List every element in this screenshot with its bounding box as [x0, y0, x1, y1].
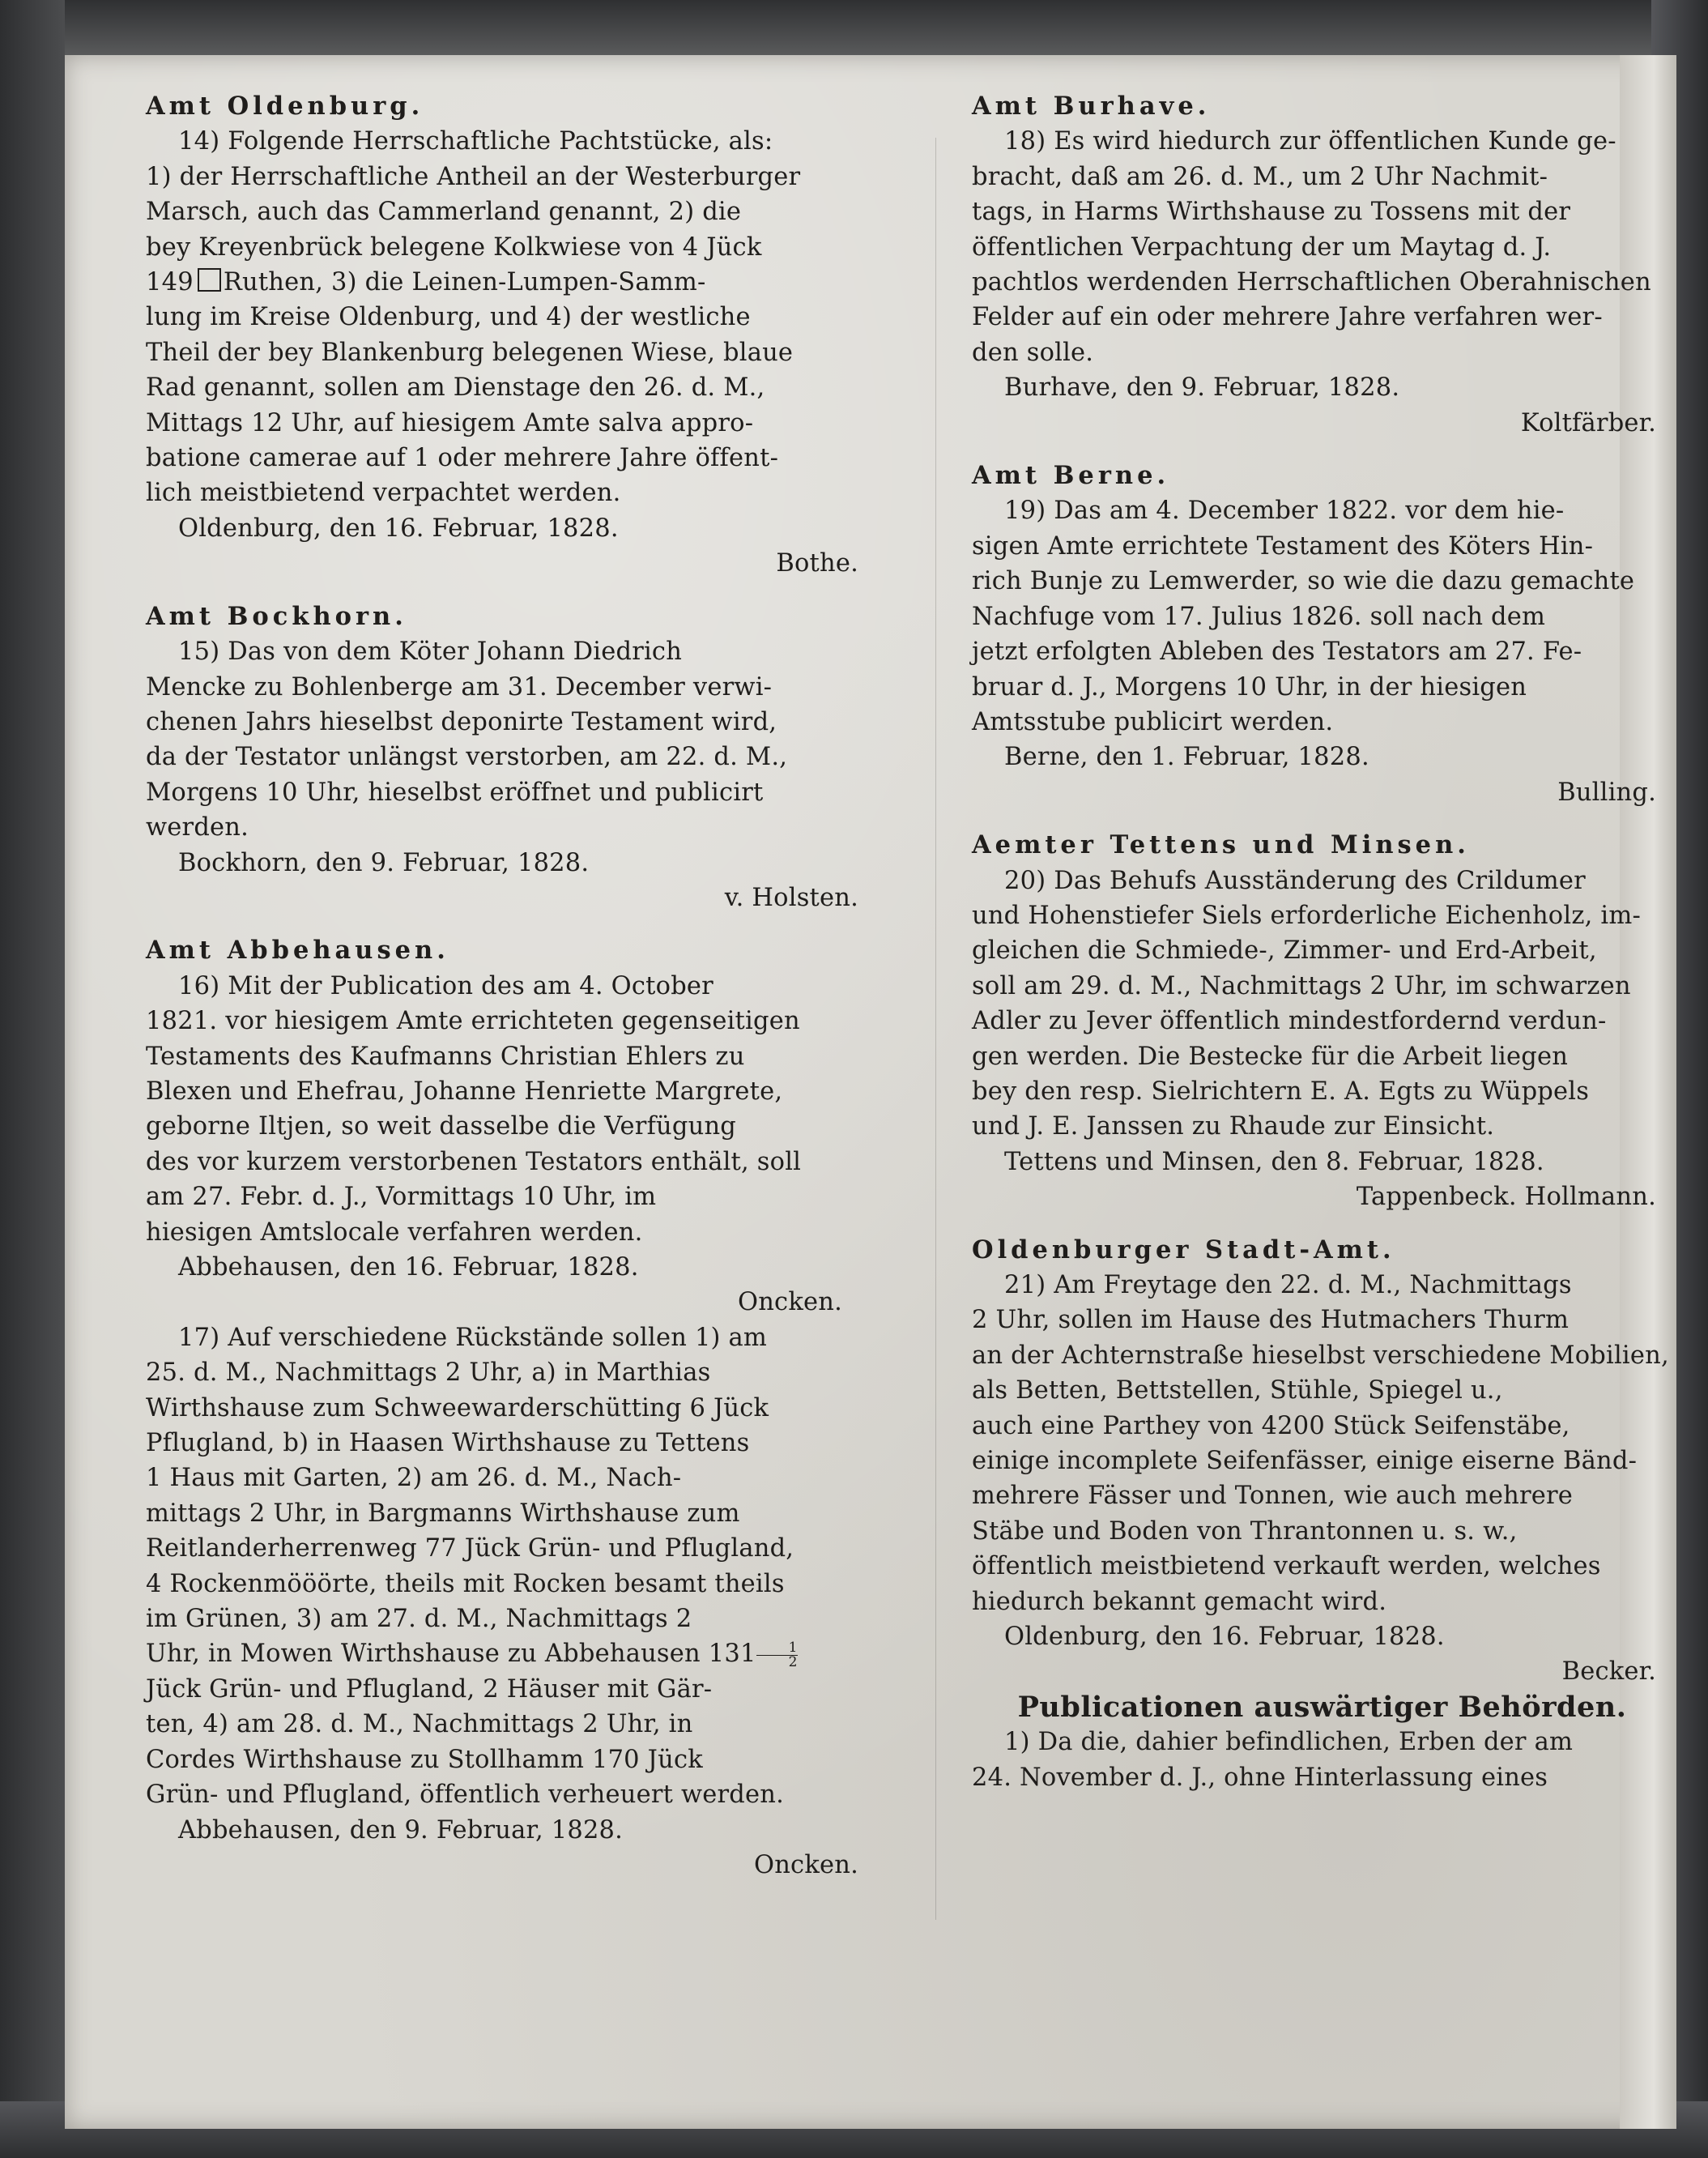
notice-line: den solle.: [972, 338, 1094, 367]
notice-line: Marsch, auch das Cammerland genannt, 2) die: [146, 198, 742, 227]
notice-line: und J. E. Janssen zu Rhaude zur Einsicht.: [972, 1112, 1495, 1141]
notice-line: mittags 2 Uhr, in Bargmanns Wirthshause zum: [146, 1499, 740, 1528]
notice-line: Theil der bey Blankenburg belegenen Wiese, blaue: [146, 338, 794, 367]
notice-line: lich meistbietend verpachtet werden.: [146, 479, 621, 508]
dateline: Abbehausen, den 9. Februar, 1828.: [178, 1815, 624, 1845]
notice-line: 1 Haus mit Garten, 2) am 26. d. M., Nach-: [146, 1464, 682, 1493]
section-heading: Amt Abbehausen.: [146, 936, 449, 966]
notice-text: [972, 493, 1672, 740]
dateline: Berne, den 1. Februar, 1828.: [1004, 743, 1369, 772]
dateline: Oldenburg, den 16. Februar, 1828.: [1004, 1623, 1445, 1652]
notice-line: 1821. vor hiesigem Amte errichteten gegenseitigen: [146, 1007, 800, 1036]
notice-text: [972, 864, 1672, 1145]
notice-line: Reitlanderherrenweg 77 Jück Grün- und Pflugland,: [146, 1534, 794, 1563]
section-publicationen: [972, 1690, 1672, 1795]
fraction-half: $\frac{1}{2}$: [756, 1641, 798, 1670]
notice-line: bey Kreyenbrück belegene Kolkwiese von 4 Jück: [146, 232, 762, 262]
notice-line: 16) Mit der Publication des am 4. October: [178, 971, 713, 1000]
notice-line: Uhr, in Mowen Wirthshause zu Abbehausen 131: [146, 1640, 756, 1669]
notice-line: 17) Auf verschiedene Rückstände sollen 1) am: [178, 1323, 768, 1352]
notice-line: werden.: [146, 813, 249, 842]
section-heading: Amt Bockhorn.: [146, 601, 407, 631]
notice-text: [972, 1268, 1672, 1619]
notice-line: 19) Das am 4. December 1822. vor dem hie-: [1004, 497, 1565, 526]
signature: Bulling.: [1557, 778, 1656, 807]
notice-line: an der Achternstraße hieselbst verschiedene Mobilien,: [972, 1341, 1669, 1370]
section-amt-berne: [972, 458, 1672, 810]
section-oldenburger-stadt-amt: [972, 1233, 1672, 1690]
notice-line: öffentlichen Verpachtung der um Maytag d. J.: [972, 232, 1552, 262]
notice-text: [146, 969, 875, 1250]
notice-line: 149: [146, 268, 194, 297]
section-amt-bockhorn: [146, 599, 875, 916]
notice-line: batione camerae auf 1 oder mehrere Jahre öffent-: [146, 444, 779, 473]
notice-line: soll am 29. d. M., Nachmittags 2 Uhr, im schwarzen: [972, 971, 1631, 1000]
notice-line: öffentlich meistbietend verkauft werden, welches: [972, 1552, 1601, 1581]
notice-line: des vor kurzem verstorbenen Testators enthält, soll: [146, 1147, 802, 1176]
notice-line: 18) Es wird hiedurch zur öffentlichen Kunde ge-: [1004, 127, 1616, 156]
scan-border-top: [0, 0, 1708, 57]
notice-line: bey den resp. Sielrichtern E. A. Egts zu Wüppels: [972, 1077, 1590, 1106]
notice-text: [146, 634, 875, 845]
notice-line: ten, 4) am 28. d. M., Nachmittags 2 Uhr, in: [146, 1710, 693, 1739]
notice-line: Blexen und Ehefrau, Johanne Henriette Margrete,: [146, 1077, 783, 1106]
notice-line: 2 Uhr, sollen im Hause des Hutmachers Thurm: [972, 1306, 1570, 1335]
signature: Tappenbeck. Hollmann.: [1356, 1183, 1656, 1212]
dateline: Bockhorn, den 9. Februar, 1828.: [178, 848, 590, 877]
notice-line: 20) Das Behufs Ausständerung des Crildumer: [1004, 866, 1586, 895]
notice-line: lung im Kreise Oldenburg, und 4) der westliche: [146, 303, 751, 332]
signature: Oncken.: [754, 1850, 858, 1879]
notice-line: Mittags 12 Uhr, auf hiesigem Amte salva appro-: [146, 408, 754, 437]
dateline: Tettens und Minsen, den 8. Februar, 1828.: [1004, 1147, 1544, 1176]
notice-line: tags, in Harms Wirthshause zu Tossens mit der: [972, 198, 1571, 227]
notice-line: Testaments des Kaufmanns Christian Ehlers zu: [146, 1042, 745, 1071]
notice-line: jetzt erfolgten Ableben des Testators am 27. Fe-: [972, 638, 1582, 667]
notice-line: 21) Am Freytage den 22. d. M., Nachmittags: [1004, 1271, 1572, 1299]
dateline: Burhave, den 9. Februar, 1828.: [1004, 373, 1400, 403]
notice-line: mehrere Fässer und Tonnen, wie auch mehrere: [972, 1482, 1574, 1511]
right-column: [972, 89, 1672, 1795]
notice-line: chenen Jahrs hieselbst deponirte Testament wird,: [146, 707, 777, 736]
dateline: Abbehausen, den 16. Februar, 1828.: [178, 1253, 639, 1282]
notice-line: hiesigen Amtslocale verfahren werden.: [146, 1218, 643, 1247]
notice-line: gleichen die Schmiede-, Zimmer- und Erd-Arbeit,: [972, 936, 1597, 966]
notice-line: Felder auf ein oder mehrere Jahre verfahren wer-: [972, 303, 1603, 332]
signature: Oncken.: [738, 1288, 842, 1317]
notice-line: 4 Rockenmööörte, theils mit Rocken besamt theils: [146, 1569, 785, 1598]
signature: Koltfärber.: [1520, 408, 1656, 437]
notice-line: und Hohenstiefer Siels erforderliche Eichenholz, im-: [972, 901, 1641, 930]
notice-line: 14) Folgende Herrschaftliche Pachtstücke, als:: [178, 127, 773, 156]
notice-line: Pflugland, b) in Haasen Wirthshause zu Tettens: [146, 1429, 750, 1458]
notice-line: Stäbe und Boden von Thrantonnen u. s. w.,: [972, 1516, 1518, 1546]
notice-line: Adler zu Jever öffentlich mindestfordernd verdun-: [972, 1007, 1607, 1036]
notice-line: einige incomplete Seifenfässer, einige eiserne Bänd-: [972, 1447, 1638, 1476]
square-rod-symbol-icon: [198, 268, 221, 292]
section-heading: Aemter Tettens und Minsen.: [972, 830, 1470, 860]
notice-line: hiedurch bekannt gemacht wird.: [972, 1587, 1387, 1616]
notice-text: [146, 124, 875, 510]
notice-line: 15) Das von dem Köter Johann Diedrich: [178, 638, 683, 667]
notice-text: [972, 124, 1672, 370]
section-heading: Oldenburger Stadt-Amt.: [972, 1235, 1395, 1265]
dateline: Oldenburg, den 16. Februar, 1828.: [178, 514, 619, 543]
notice-line: Cordes Wirthshause zu Stollhamm 170 Jück: [146, 1745, 703, 1774]
notice-line: Jück Grün- und Pflugland, 2 Häuser mit Gär-: [146, 1674, 713, 1704]
notice-line: sigen Amte errichtete Testament des Köters Hin-: [972, 531, 1594, 561]
section-heading: Amt Berne.: [972, 461, 1170, 491]
notice-line: pachtlos werdenden Herrschaftlichen Oberahnischen: [972, 268, 1651, 297]
notice-line: Ruthen, 3) die Leinen-Lumpen-Samm-: [223, 268, 706, 297]
notice-line: bracht, daß am 26. d. M., um 2 Uhr Nachmit-: [972, 162, 1548, 191]
notice-line: Mencke zu Bohlenberge am 31. December verwi-: [146, 672, 773, 702]
notice-line: Nachfuge vom 17. Julius 1826. soll nach dem: [972, 602, 1546, 631]
section-heading: Amt Oldenburg.: [146, 92, 424, 121]
notice-text: [972, 1725, 1672, 1795]
notice-line: rich Bunje zu Lemwerder, so wie die dazu gemachte: [972, 567, 1635, 596]
signature: Bothe.: [776, 549, 858, 578]
column-divider: [935, 138, 936, 1920]
notice-line: auch eine Parthey von 4200 Stück Seifenstäbe,: [972, 1411, 1570, 1440]
section-amt-burhave: [972, 89, 1672, 441]
notice-line: Amtsstube publicirt werden.: [972, 707, 1334, 736]
notice-line: da der Testator unlängst verstorben, am 22. d. M.,: [146, 743, 788, 772]
notice-line: Morgens 10 Uhr, hieselbst eröffnet und publicirt: [146, 778, 764, 807]
section-amt-abbehausen: [146, 933, 875, 1883]
notice-line: Rad genannt, sollen am Dienstage den 26. d. M.,: [146, 373, 765, 403]
notice-line: Grün- und Pflugland, öffentlich verheuert werden.: [146, 1781, 785, 1810]
section-heading: Amt Burhave.: [972, 92, 1211, 121]
section-amt-oldenburg: [146, 89, 875, 582]
signature: v. Holsten.: [724, 883, 858, 912]
notice-line: gen werden. Die Bestecke für die Arbeit liegen: [972, 1042, 1569, 1071]
notice-line: Wirthshause zum Schweewarderschütting 6 Jück: [146, 1393, 769, 1422]
notice-line: im Grünen, 3) am 27. d. M., Nachmittags 2: [146, 1605, 692, 1634]
section-heading-large: Publicationen auswärtiger Behörden.: [1017, 1690, 1627, 1724]
notice-line: geborne Iltjen, so weit dasselbe die Verfügung: [146, 1112, 737, 1141]
notice-text: [146, 1320, 875, 1813]
notice-line: 25. d. M., Nachmittags 2 Uhr, a) in Marthias: [146, 1358, 711, 1388]
notice-line: 1) der Herrschaftliche Antheil an der Westerburger: [146, 162, 801, 191]
notice-line: 24. November d. J., ohne Hinterlassung eines: [972, 1763, 1548, 1792]
notice-line: 1) Da die, dahier befindlichen, Erben der am: [1004, 1728, 1574, 1757]
scan-border-left: [0, 0, 65, 2158]
notice-line: bruar d. J., Morgens 10 Uhr, in der hiesigen: [972, 672, 1527, 702]
notice-line: als Betten, Bettstellen, Stühle, Spiegel u.,: [972, 1376, 1503, 1405]
section-aemter-tettens-minsen: [972, 828, 1672, 1214]
left-column: [146, 89, 875, 1883]
notice-line: am 27. Febr. d. J., Vormittags 10 Uhr, im: [146, 1183, 657, 1212]
signature: Becker.: [1561, 1657, 1656, 1687]
